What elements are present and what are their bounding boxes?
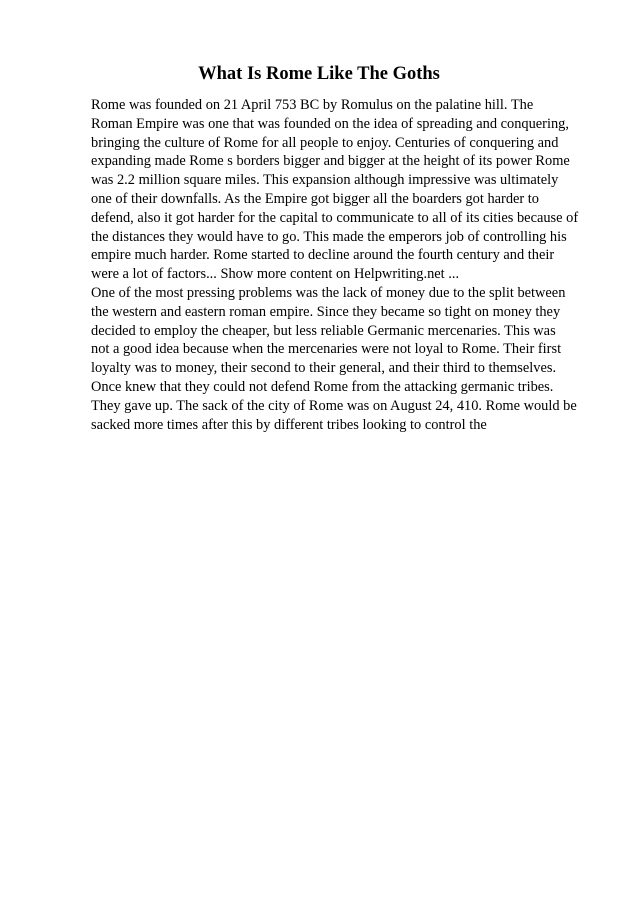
- body-line: sacked more times after this by different tribes looking to control the: [91, 416, 487, 433]
- body-line: the western and eastern roman empire. Since they became so tight on money they: [91, 303, 561, 320]
- body-line: They gave up. The sack of the city of Rome was on August 24, 410. Rome would be: [91, 397, 577, 414]
- document-title: What Is Rome Like The Goths: [198, 64, 440, 84]
- body-line: the distances they would have to go. This made the emperors job of controlling his: [91, 228, 567, 245]
- body-line: decided to employ the cheaper, but less reliable Germanic mercenaries. This was: [91, 322, 556, 339]
- document-body: [91, 96, 591, 434]
- body-line: empire much harder. Rome started to decline around the fourth century and their: [91, 247, 555, 264]
- body-line: loyalty was to money, their second to their general, and their third to themselves.: [91, 360, 557, 377]
- body-line: one of their downfalls. As the Empire got bigger all the boarders got harder to: [91, 190, 539, 207]
- body-line: Rome was founded on 21 April 753 BC by Romulus on the palatine hill. The: [91, 97, 534, 113]
- body-line: Once knew that they could not defend Rome from the attacking germanic tribes.: [91, 378, 554, 395]
- body-line: was 2.2 million square miles. This expansion although impressive was ultimately: [91, 172, 559, 189]
- body-line: defend, also it got harder for the capital to communicate to all of its cities because of: [91, 209, 579, 226]
- body-line: bringing the culture of Rome for all people to enjoy. Centuries of conquering and: [91, 134, 559, 151]
- body-line: One of the most pressing problems was the lack of money due to the split between: [91, 284, 566, 301]
- body-line: Roman Empire was one that was founded on the idea of spreading and conquering,: [91, 115, 569, 132]
- body-line: not a good idea because when the mercenaries were not loyal to Rome. Their first: [91, 341, 562, 358]
- body-line: expanding made Rome s borders bigger and bigger at the height of its power Rome: [91, 153, 570, 170]
- body-line: were a lot of factors... Show more content on Helpwriting.net ...: [91, 266, 460, 283]
